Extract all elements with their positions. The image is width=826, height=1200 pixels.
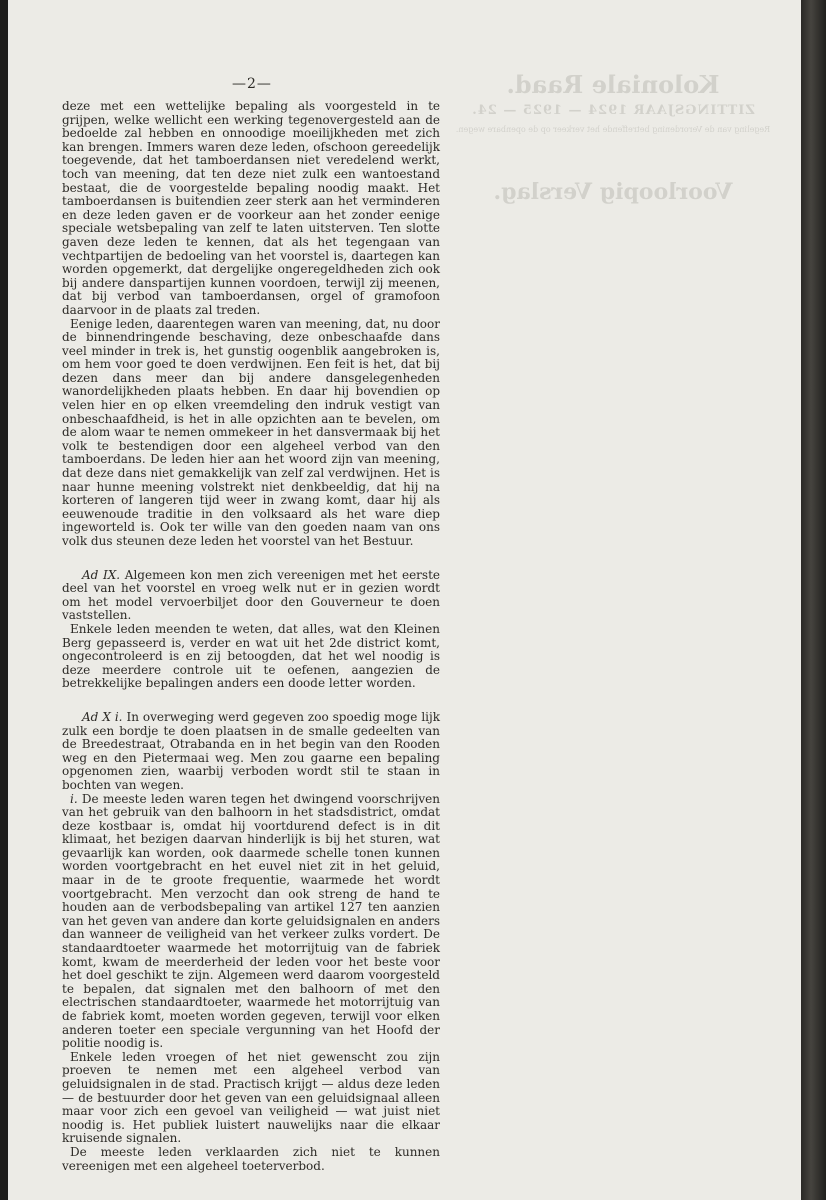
paragraph-item-i: i. De meeste leden waren tegen het dwingend voorschrijven van het gebruik van den balhoorn in het stadsdistrict, omdat deze kostbaar is, omdat hij voortdurend defect is in dit klimaat, het bezigen daarvan hinderlijk is bij het sturen, wat gevaarlijk kan worden, ook daarmede schelle tonen kunnen worden voortgebracht en het euvel niet zit in het geluid, maar in de te groote frequentie, waarmede het wordt voortgebracht. Men verzocht dan ook streng de hand te houden aan de verbodsbepaling van artikel 127 ten aanzien van het geven van andere dan korte geluidsignalen en anders dan wanneer de veiligheid van het verkeer zulks vordert. De standaardtoeter waarmede het motorrijtuig van de fabriek komt, kwam de meerderheid der leden voor het beste voor het doel geschikt te zijn. Algemeen werd daarom voorgesteld te bepalen, dat signalen met den balhoorn of met den electrischen standaardtoeter, waarmede het motorrijtuig van de fabriek komt, moeten worden gegeven, terwijl voor elken anderen toeter een speciale vergunning van het Hoofd der politie noodig is. [62, 791, 440, 1051]
paragraph: Enkele leden meenden te weten, dat alles, wat den Kleinen Berg gepasseerd is, verder en wat uit het 2de district komt, ongecontroleerd is en zij betoogden, dat het wel noodig is deze meerdere controle uit te oefenen, aangezien de betrekkelijke bepalingen anders een doode letter worden. [62, 621, 440, 691]
bleed-through-line-4: Voorloopig Verslag. [493, 179, 733, 205]
bleed-through-line-1: Koloniale Raad. [506, 70, 720, 99]
document-page [8, 0, 801, 1200]
page-number: —2— [232, 76, 272, 92]
paragraph: Eenige leden, daarentegen waren van meening, dat, nu door de binnendringende beschaving, deze onbeschaafde dans veel minder in trek is, het gunstig oogenblik aangebroken is, om hem voor goed te doen verdwijnen. Een feit is het, dat bij dezen dans meer dan bij andere dansgelegenheden wanordelijkheden plaats hebben. En daar hij bovendien op velen hier en op elken vreemdeling den indruk vestigt van onbeschaafdheid, is het in alle opzichten aan te bevelen, om de alom waar te nemen ommekeer in het dansvermaak bij het volk te bestendigen door een algeheel verbod van den tamboerdans. De leden hier aan het woord zijn van meening, dat deze dans niet gemakkelijk van zelf zal verdwijnen. Het is naar hunne meening volstrekt niet denkbeeldig, dat hij na korteren of langeren tijd weer in zwang komt, daar hij als eeuwenoude traditie in den volksaard als het ware diep ingeworteld is. Ook ter wille van den goeden naam van ons volk dus steunen deze leden het voorstel van het Bestuur. [62, 316, 440, 548]
section-lead: Ad IX. [82, 567, 121, 582]
paragraph: Enkele leden vroegen of het niet gewenscht zou zijn proeven te nemen met een algeheel verbod van geluidsignalen in de stad. Practisch krijgt — aldus deze leden — de bestuurder door het geven van een geluidsignaal alleen maar voor zich een gevoel van veiligheid — wat juist niet noodig is. Het publiek luistert nauwelijks naar die elkaar kruisende signalen. [62, 1049, 440, 1146]
paragraph-ad-ix: Ad IX. Algemeen kon men zich vereenigen met het eerste deel van het voorstel en vroeg welk nut er in gezien wordt om het model vervoerbiljet door den Gouverneur te doen vaststellen. [62, 567, 441, 623]
paragraph: deze met een wettelijke bepaling als voorgesteld in te grijpen, welke wellicht een werking tegenovergesteld aan de bedoelde zal hebben en onnoodige moeilijkheden met zich kan brengen. Immers waren deze leden, ofschoon gereedelijk toegevende, dat het tamboerdansen niet veredelend werkt, toch van meening, dat ten deze niet zulk een wantoestand bestaat, die de voorgestelde bepaling noodig maakt. Het tamboerdansen is buitendien zeer sterk aan het verminderen en deze leden gaven er de voorkeur aan het zonder eenige speciale wetsbepaling van zelf te laten uitsterven. Ten slotte gaven deze leden te kennen, dat als het tegengaan van vechtpartijen de bedoeling van het voorstel is, daartegen kan worden opgemerkt, dat dergelijke ongeregeldheden zich ook bij andere danspartijen kunnen voordoen, terwijl zij meenen, dat bij verbod van tamboerdansen, orgel of gramofoon daarvoor in de plaats zal treden. [62, 99, 440, 317]
paragraph: De meeste leden verklaarden zich niet te kunnen vereenigen met een algeheel toeterverbod. [62, 1144, 440, 1173]
book-binding-edge [801, 0, 826, 1200]
section-lead: Ad X i. [82, 709, 123, 724]
bleed-through-text [448, 60, 778, 205]
bleed-through-line-3: Regeling van de Verordening betreffende het verkeer op de openbare wegen. [455, 125, 771, 134]
bleed-through-line-2: ZITTINGSJAAR 1924 — 1925 — 24. [471, 103, 755, 118]
paragraph-ad-x: Ad X i. In overweging werd gegeven zoo spoedig moge lijk zulk een bordje te doen plaatsen in de smalle gedeelten van de Breedestraat, Otrabanda en in het begin van den Rooden weg en den Pietermaai weg. Men zou gaarne een bepaling opgenomen zien, waarbij verboden wordt stil te staan in bochten van wegen. [62, 709, 440, 792]
text-column [62, 100, 440, 1173]
item-lead: i. [70, 791, 78, 806]
